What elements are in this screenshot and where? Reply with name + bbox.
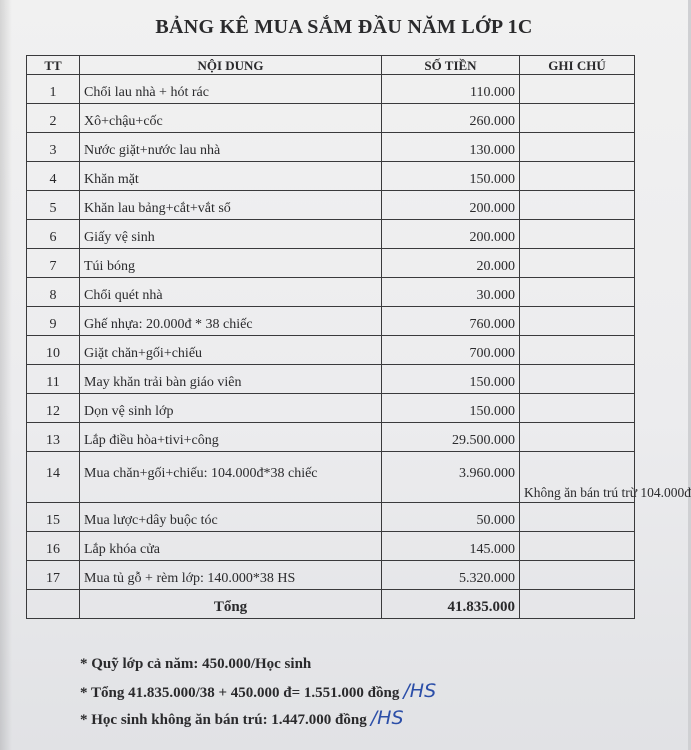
table-row bbox=[27, 75, 635, 104]
table-row bbox=[27, 162, 635, 191]
row-note bbox=[520, 133, 635, 162]
column-header-note: GHI CHÚ bbox=[520, 56, 635, 75]
row-note bbox=[520, 336, 635, 365]
row-amount: 20.000 bbox=[382, 249, 520, 278]
row-amount: 130.000 bbox=[382, 133, 520, 162]
row-note: Không ăn bán trú trừ 104.000đ bbox=[520, 452, 635, 503]
footnote-line bbox=[80, 706, 436, 733]
total-label: Tổng bbox=[80, 590, 382, 619]
row-number: 15 bbox=[27, 503, 80, 532]
column-header-content: NỘI DUNG bbox=[80, 56, 382, 75]
column-header-tt: TT bbox=[27, 56, 80, 75]
table-row bbox=[27, 503, 635, 532]
row-number: 12 bbox=[27, 394, 80, 423]
table-header-row bbox=[27, 56, 635, 75]
row-note bbox=[520, 307, 635, 336]
row-number: 14 bbox=[27, 452, 80, 503]
row-number: 4 bbox=[27, 162, 80, 191]
row-amount: 200.000 bbox=[382, 220, 520, 249]
row-note bbox=[520, 278, 635, 307]
table-row bbox=[27, 133, 635, 162]
footnote-line bbox=[80, 652, 436, 679]
row-amount: 150.000 bbox=[382, 162, 520, 191]
row-content: Chổi quét nhà bbox=[80, 278, 382, 307]
row-note bbox=[520, 220, 635, 249]
document-title: BẢNG KÊ MUA SẮM ĐẦU NĂM LỚP 1C bbox=[155, 16, 533, 38]
row-content: Lắp điều hòa+tivi+công bbox=[80, 423, 382, 452]
row-number: 3 bbox=[27, 133, 80, 162]
row-amount: 3.960.000 bbox=[382, 452, 520, 503]
row-content: Chổi lau nhà + hót rác bbox=[80, 75, 382, 104]
table-row bbox=[27, 278, 635, 307]
row-amount: 200.000 bbox=[382, 191, 520, 220]
row-content: Khăn lau bảng+cắt+vắt sổ bbox=[80, 191, 382, 220]
row-note bbox=[520, 249, 635, 278]
row-note bbox=[520, 532, 635, 561]
row-note bbox=[520, 75, 635, 104]
row-note bbox=[520, 191, 635, 220]
table-row bbox=[27, 191, 635, 220]
row-amount: 30.000 bbox=[382, 278, 520, 307]
row-number: 2 bbox=[27, 104, 80, 133]
row-number: 5 bbox=[27, 191, 80, 220]
row-content: Lắp khóa cửa bbox=[80, 532, 382, 561]
row-amount: 150.000 bbox=[382, 394, 520, 423]
footnotes bbox=[80, 652, 436, 733]
total-row bbox=[27, 590, 635, 619]
row-content: Ghế nhựa: 20.000đ * 38 chiếc bbox=[80, 307, 382, 336]
row-content: Giặt chăn+gối+chiếu bbox=[80, 336, 382, 365]
row-amount: 760.000 bbox=[382, 307, 520, 336]
table-row bbox=[27, 394, 635, 423]
row-note bbox=[520, 104, 635, 133]
table-row bbox=[27, 452, 635, 503]
handwritten-annotation: /HS bbox=[403, 680, 437, 702]
row-content: Túi bóng bbox=[80, 249, 382, 278]
row-content: Nước giặt+nước lau nhà bbox=[80, 133, 382, 162]
table-row bbox=[27, 532, 635, 561]
column-header-amount: SỐ TIỀN bbox=[382, 56, 520, 75]
row-amount: 50.000 bbox=[382, 503, 520, 532]
row-note bbox=[520, 365, 635, 394]
total-note-cell bbox=[520, 590, 635, 619]
row-amount: 145.000 bbox=[382, 532, 520, 561]
footnote-text: * Quỹ lớp cả năm: 450.000/Học sinh bbox=[80, 656, 312, 672]
row-content: Giấy vệ sinh bbox=[80, 220, 382, 249]
row-number: 17 bbox=[27, 561, 80, 590]
total-amount: 41.835.000 bbox=[382, 590, 520, 619]
table-row bbox=[27, 423, 635, 452]
table-row bbox=[27, 365, 635, 394]
row-note bbox=[520, 394, 635, 423]
footnote-line bbox=[80, 679, 436, 706]
row-content: May khăn trải bàn giáo viên bbox=[80, 365, 382, 394]
row-number: 6 bbox=[27, 220, 80, 249]
row-number: 8 bbox=[27, 278, 80, 307]
footnote-text: * Học sinh không ăn bán trú: 1.447.000 đồng bbox=[80, 712, 367, 728]
expense-table bbox=[26, 55, 691, 619]
table-row bbox=[27, 307, 635, 336]
row-amount: 5.320.000 bbox=[382, 561, 520, 590]
row-amount: 150.000 bbox=[382, 365, 520, 394]
row-amount: 110.000 bbox=[382, 75, 520, 104]
row-number: 10 bbox=[27, 336, 80, 365]
row-number: 16 bbox=[27, 532, 80, 561]
table-row bbox=[27, 220, 635, 249]
row-content: Dọn vệ sinh lớp bbox=[80, 394, 382, 423]
total-empty-cell bbox=[27, 590, 80, 619]
table-row bbox=[27, 104, 635, 133]
table-row bbox=[27, 249, 635, 278]
handwritten-annotation: /HS bbox=[370, 707, 404, 729]
row-number: 13 bbox=[27, 423, 80, 452]
table-row bbox=[27, 561, 635, 590]
row-content: Xô+chậu+cốc bbox=[80, 104, 382, 133]
table-row bbox=[27, 336, 635, 365]
row-number: 9 bbox=[27, 307, 80, 336]
row-content: Mua lược+dây buộc tóc bbox=[80, 503, 382, 532]
row-amount: 29.500.000 bbox=[382, 423, 520, 452]
row-content: Khăn mặt bbox=[80, 162, 382, 191]
row-amount: 260.000 bbox=[382, 104, 520, 133]
row-amount: 700.000 bbox=[382, 336, 520, 365]
row-note bbox=[520, 561, 635, 590]
row-number: 11 bbox=[27, 365, 80, 394]
row-note bbox=[520, 503, 635, 532]
row-number: 7 bbox=[27, 249, 80, 278]
row-note bbox=[520, 423, 635, 452]
row-content: Mua tủ gỗ + rèm lớp: 140.000*38 HS bbox=[80, 561, 382, 590]
row-content: Mua chăn+gối+chiếu: 104.000đ*38 chiếc bbox=[80, 452, 382, 503]
page-shadow bbox=[0, 0, 12, 750]
footnote-text: * Tổng 41.835.000/38 + 450.000 đ= 1.551.000 đồng bbox=[80, 685, 400, 701]
row-number: 1 bbox=[27, 75, 80, 104]
row-note bbox=[520, 162, 635, 191]
